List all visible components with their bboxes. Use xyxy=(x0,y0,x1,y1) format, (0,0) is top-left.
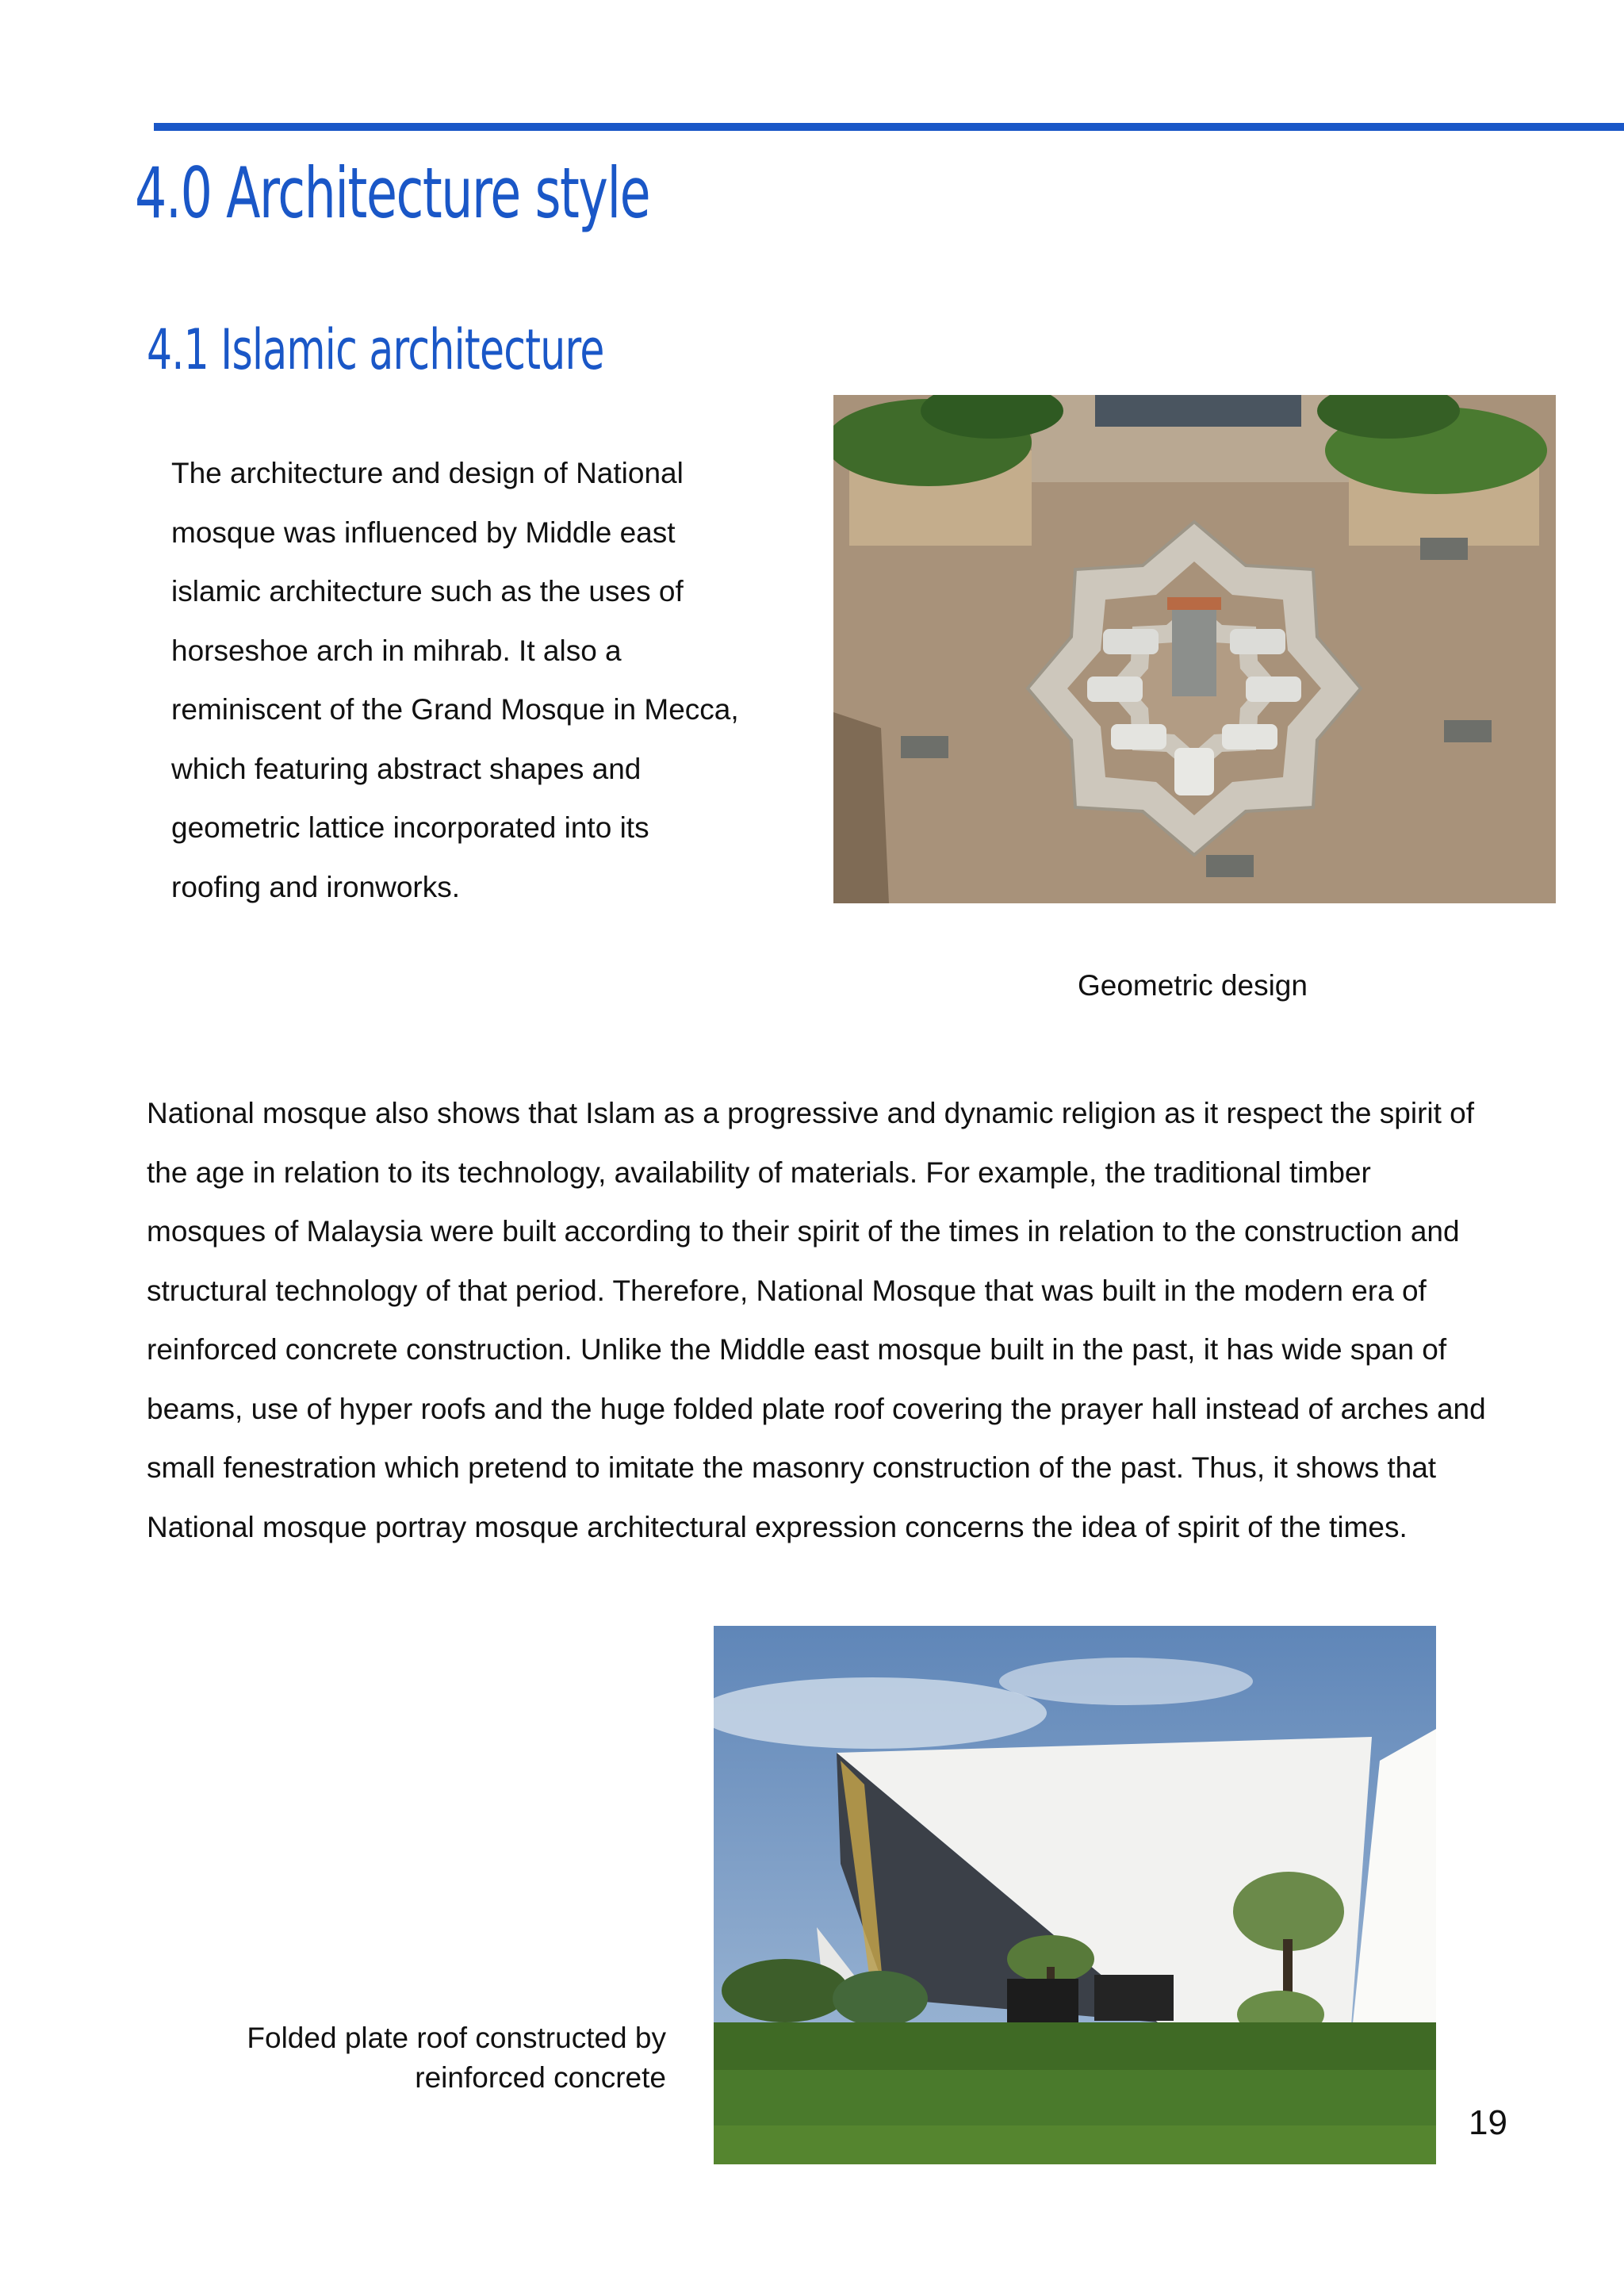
folded-plate-roof-image xyxy=(714,1626,1436,2164)
caption-line: reinforced concrete xyxy=(415,2061,666,2094)
header-rule xyxy=(154,123,1624,131)
intro-line: roofing and ironworks. xyxy=(171,870,461,903)
body-line: National mosque portray mosque architectural expression concerns the idea of spirit of the times. xyxy=(147,1510,1408,1543)
body-line: reinforced concrete construction. Unlike the Middle east mosque built in the past, it has wide span of xyxy=(147,1333,1447,1366)
page-heading: 4.0 Architecture style xyxy=(135,152,650,234)
intro-paragraph xyxy=(171,444,774,917)
intro-line: islamic architecture such as the uses of xyxy=(171,575,684,608)
page-number: 19 xyxy=(1469,2103,1507,2142)
figure-caption xyxy=(190,2018,666,2098)
caption-line: Folded plate roof constructed by xyxy=(247,2022,666,2054)
geometric-design-photo xyxy=(833,395,1556,903)
intro-line: The architecture and design of National xyxy=(171,457,684,489)
body-line: beams, use of hyper roofs and the huge folded plate roof covering the prayer hall instead of arches and xyxy=(147,1392,1486,1425)
folded-plate-roof-photo xyxy=(714,1626,1436,2164)
body-line: the age in relation to its technology, availability of materials. For example, the traditional timber xyxy=(147,1156,1371,1189)
body-line: National mosque also shows that Islam as a progressive and dynamic religion as it respect the spirit of xyxy=(147,1097,1475,1129)
section-heading: 4.1 Islamic architecture xyxy=(147,317,604,382)
intro-line: which featuring abstract shapes and xyxy=(171,752,642,785)
intro-line: reminiscent of the Grand Mosque in Mecca, xyxy=(171,693,739,726)
body-line: structural technology of that period. Therefore, National Mosque that was built in the modern era of xyxy=(147,1274,1427,1307)
figure-caption: Geometric design xyxy=(1078,969,1308,1002)
intro-line: geometric lattice incorporated into its xyxy=(171,811,649,844)
body-line: mosques of Malaysia were built according to their spirit of the times in relation to the construction and xyxy=(147,1215,1460,1248)
body-line: small fenestration which pretend to imitate the masonry construction of the past. Thus, it shows that xyxy=(147,1451,1437,1484)
geometric-design-image xyxy=(833,395,1556,903)
intro-line: horseshoe arch in mihrab. It also a xyxy=(171,634,622,667)
intro-line: mosque was influenced by Middle east xyxy=(171,516,676,549)
body-paragraph xyxy=(147,1084,1534,1557)
